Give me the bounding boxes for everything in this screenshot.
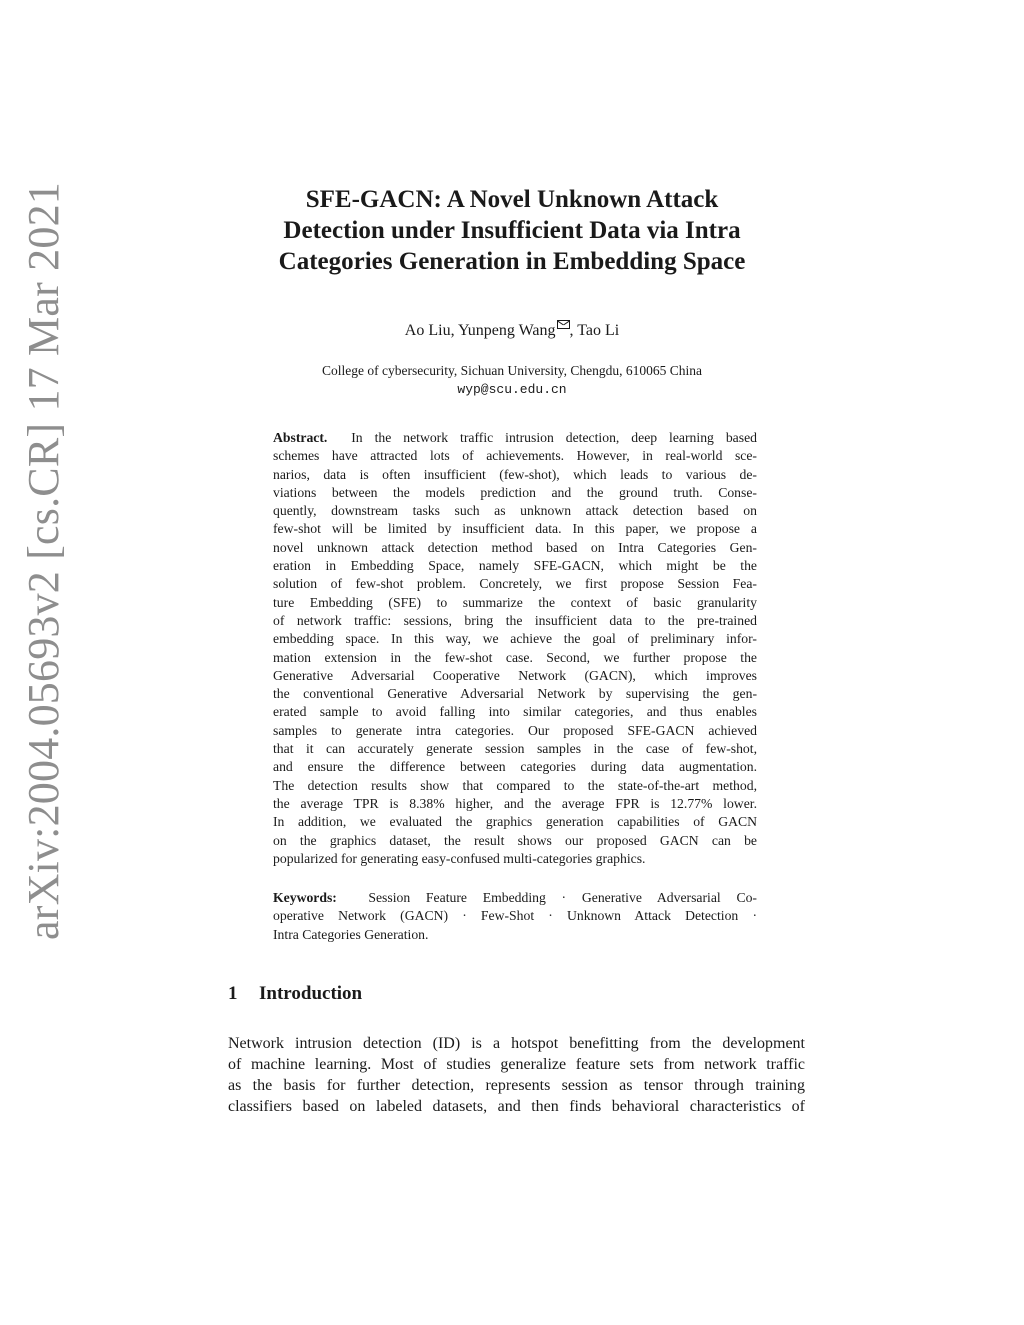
abstract-line: erated sample to avoid falling into similar categories, and thus enables bbox=[273, 704, 757, 720]
title-line: Categories Generation in Embedding Space bbox=[278, 248, 746, 275]
title-line: Detection under Insufficient Data via Intra bbox=[283, 217, 741, 244]
introduction-body bbox=[228, 1033, 805, 1117]
keywords-line bbox=[273, 889, 757, 907]
abstract-line: the average TPR is 8.38% higher, and the average FPR is 12.77% lower. bbox=[273, 795, 757, 811]
abstract-line bbox=[273, 429, 757, 447]
abstract-line: solution of few-shot problem. Concretely, we first propose Session Fea- bbox=[273, 576, 757, 592]
abstract-text: In the network traffic intrusion detection, deep learning based bbox=[351, 430, 757, 445]
abstract-line: The detection results show that compared to the state-of-the-art method, bbox=[273, 777, 757, 793]
section-title: Introduction bbox=[259, 983, 363, 1004]
abstract-line: samples to generate intra categories. Our proposed SFE-GACN achieved bbox=[273, 722, 757, 738]
abstract-line: ture Embedding (SFE) to summarize the context of basic granularity bbox=[273, 594, 757, 610]
abstract-line: the conventional Generative Adversarial Network by supervising the gen- bbox=[273, 686, 757, 702]
affiliation-block bbox=[212, 361, 812, 399]
abstract-line: of network traffic: sessions, bring the insufficient data to the pre-trained bbox=[273, 612, 757, 628]
title-line: SFE-GACN: A Novel Unknown Attack bbox=[305, 186, 719, 213]
abstract-line: few-shot will be limited by insufficient data. In this paper, we propose a bbox=[273, 521, 757, 537]
institution: College of cybersecurity, Sichuan University, Chengdu, 610065 China bbox=[322, 363, 702, 378]
keywords bbox=[273, 889, 757, 944]
abstract-line: novel unknown attack detection method based on Intra Categories Gen- bbox=[273, 539, 757, 555]
abstract-line: and ensure the difference between categories during data augmentation. bbox=[273, 759, 757, 775]
abstract-line: schemes have attracted lots of achievements. However, in real-world sce- bbox=[273, 448, 757, 464]
abstract-line: quently, downstream tasks such as unknown attack detection based on bbox=[273, 503, 757, 519]
arxiv-identifier-stamp: arXiv:2004.05693v2 [cs.CR] 17 Mar 2021 bbox=[19, 182, 68, 940]
author-names: Ao Liu, Yunpeng Wang bbox=[404, 322, 556, 339]
body-line: as the basis for further detection, represents session as tensor through training bbox=[228, 1077, 805, 1094]
author-email: wyp@scu.edu.cn bbox=[457, 382, 567, 397]
abstract-line: embedding space. In this way, we achieve the goal of preliminary infor- bbox=[273, 631, 757, 647]
abstract-line: Generative Adversarial Cooperative Network (GACN), which improves bbox=[273, 667, 757, 683]
paper-title bbox=[212, 184, 812, 277]
abstract-line: eration in Embedding Space, namely SFE-GACN, which might be the bbox=[273, 558, 757, 574]
envelope-icon bbox=[557, 320, 570, 329]
body-line: classifiers based on labeled datasets, and then finds behavioral characteristics of bbox=[228, 1098, 805, 1115]
keywords-label: Keywords: bbox=[273, 890, 337, 905]
abstract-line: viations between the models prediction and the ground truth. Conse- bbox=[273, 484, 757, 500]
abstract-line: that it can accurately generate session samples in the case of few-shot, bbox=[273, 741, 757, 757]
keywords-line: operative Network (GACN) · Few-Shot · Unknown Attack Detection · bbox=[273, 908, 757, 924]
author-list bbox=[212, 322, 812, 340]
abstract-label: Abstract. bbox=[273, 430, 328, 445]
keywords-text: Session Feature Embedding · Generative Adversarial Co- bbox=[368, 890, 757, 905]
abstract-line: on the graphics dataset, the result shows our proposed GACN can be bbox=[273, 832, 757, 848]
author-names-rest: , Tao Li bbox=[569, 322, 620, 339]
body-line: Network intrusion detection (ID) is a hotspot benefitting from the development bbox=[228, 1035, 805, 1052]
abstract-line: narios, data is often insufficient (few-shot), which leads to various de- bbox=[273, 466, 757, 482]
body-line: of machine learning. Most of studies generalize feature sets from network traffic bbox=[228, 1056, 805, 1073]
abstract-line: mation extension in the few-shot case. Second, we further propose the bbox=[273, 649, 757, 665]
keywords-line: Intra Categories Generation. bbox=[273, 926, 429, 942]
abstract-line: popularized for generating easy-confused multi-categories graphics. bbox=[273, 850, 646, 866]
section-number: 1 bbox=[228, 983, 238, 1004]
abstract bbox=[273, 429, 757, 868]
abstract-line: In addition, we evaluated the graphics generation capabilities of GACN bbox=[273, 814, 757, 830]
section-heading bbox=[228, 983, 362, 1005]
